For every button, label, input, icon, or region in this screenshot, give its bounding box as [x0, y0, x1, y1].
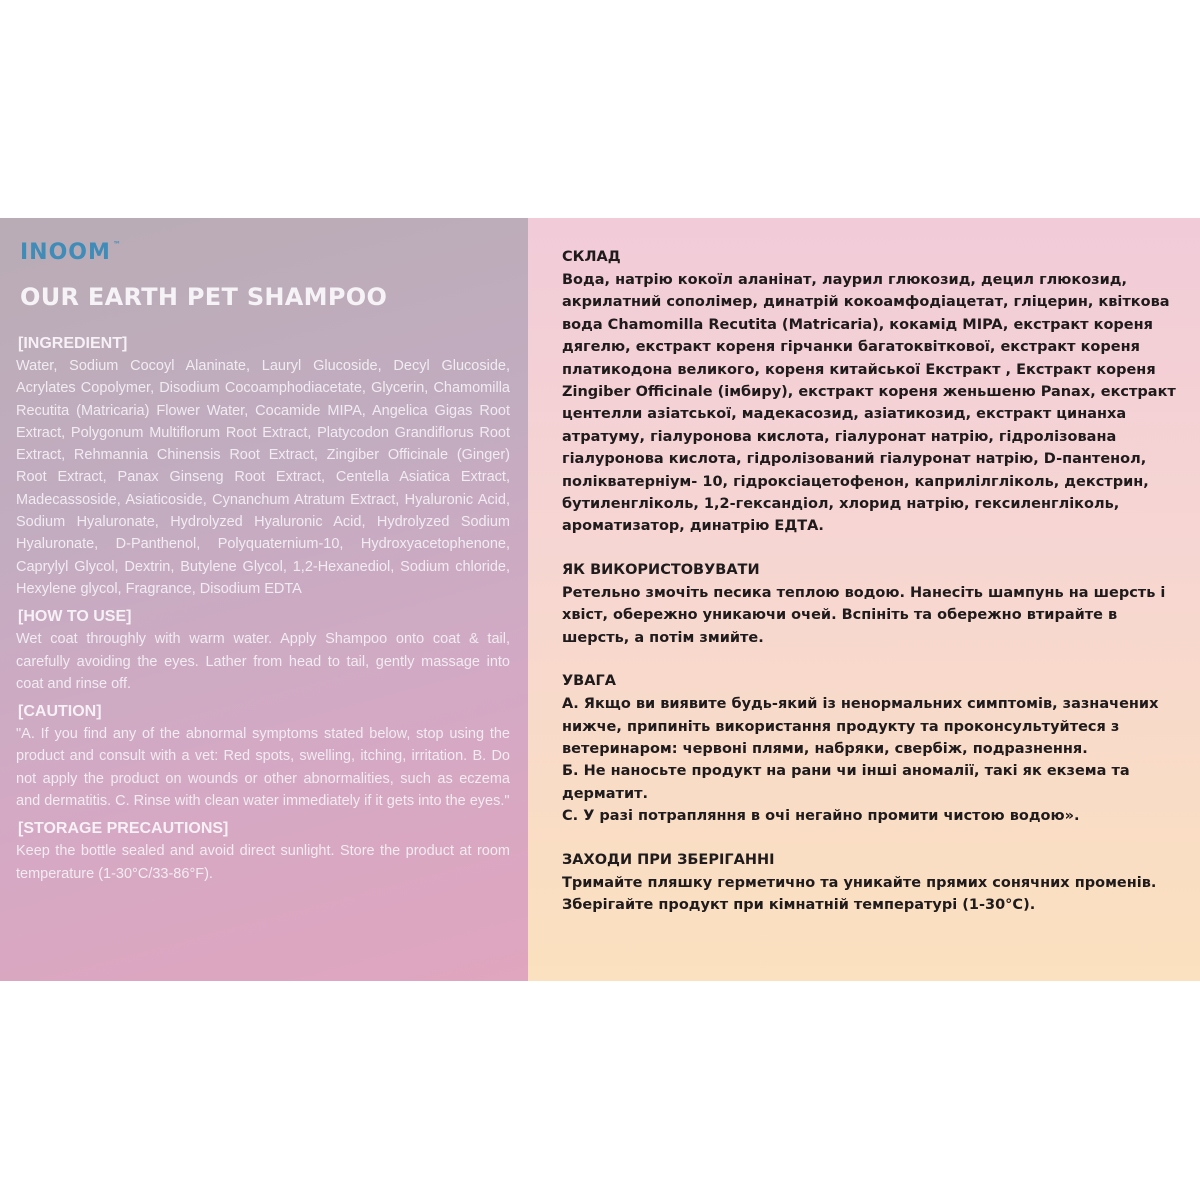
- how-to-use-heading: [HOW TO USE]: [18, 608, 132, 626]
- storage-ua-section: [562, 849, 1180, 917]
- warning-section: [562, 670, 1180, 827]
- caution-section: [14, 703, 510, 812]
- warning-heading: УВАГА: [562, 673, 616, 690]
- warning-item-b: Б. Не наносьте продукт на рани чи інші аномалії, такі як екзема та дерматит.: [562, 763, 1130, 802]
- storage-ua-text: Тримайте пляшку герметично та уникайте прямих сонячних променів. Зберігайте продукт при кімнатній температурі (1-30°C).: [562, 874, 1157, 913]
- usage-section: [562, 559, 1180, 649]
- usage-text: Ретельно змочіть песика теплою водою. Нанесіть шампунь на шерсть і хвіст, обережно уникаючи очей. Вспініть та обережно втирайте в шерсть, а потім змийте.: [562, 584, 1166, 646]
- ingredient-section: [14, 335, 510, 600]
- how-to-use-text: Wet coat throughly with warm water. Apply Shampoo onto coat & tail, carefully avoiding the eyes. Lather from head to tail, gently massage into coat and rinse off.: [16, 631, 510, 692]
- brand-logo: [20, 240, 510, 265]
- trademark-symbol: ™: [112, 240, 122, 249]
- ingredient-text: Water, Sodium Cocoyl Alaninate, Lauryl Glucoside, Decyl Glucoside, Acrylates Copolymer, Disodium Cocoamphodiacetate, Glycerin, Chamomilla Recutita (Matricaria) Flower Water, Cocamide MIPA, Angelica Gigas Root Extract, Polygonum Multiflorum Root Extract, Platycodon Grandiflorus Root Extract, Rehmannia Chinensis Root Extract, Zingiber Officinale (Ginger) Root Extract, Panax Ginseng Root Extract, Centella Asiatica Extract, Madecassoside, Asiaticoside, Cynanchum Atratum Extract, Hyaluronic Acid, Sodium Hyaluronate, Hydrolyzed Hyaluronic Acid, Hydrolyzed Sodium Hyaluronate, D-Panthenol, Polyquaternium-10, Hydroxyacetophenone, Caprylyl Glycol, Dextrin, Butylene Glycol, 1,2-Hexanediol, Sodium chloride, Hexylene glycol, Fragrance, Disodium EDTA: [16, 358, 510, 597]
- product-title: OUR EARTH PET SHAMPOO: [20, 283, 388, 311]
- ukrainian-panel: [528, 218, 1200, 981]
- product-label: [0, 218, 1200, 981]
- caution-heading: [CAUTION]: [18, 703, 102, 721]
- usage-heading: ЯК ВИКОРИСТОВУВАТИ: [562, 561, 760, 578]
- caution-text: "A. If you find any of the abnormal symptoms stated below, stop using the product and consult with a vet: Red spots, swelling, itching, irritation. B. Do not apply the product on wounds or other abnormalities, such as eczema and dermatitis. C. Rinse with clean water immediately if it gets into the eyes.": [16, 726, 510, 810]
- storage-section: [14, 820, 510, 885]
- warning-item-a: А. Якщо ви виявите будь-який із ненормальних симптомів, зазначених нижче, припиніть використання продукту та проконсультуйтеся з ветеринаром: червоні плями, набряки, свербіж, подразнення.: [562, 696, 1159, 757]
- english-panel: [0, 218, 528, 981]
- composition-section: [562, 246, 1180, 538]
- storage-text: Keep the bottle sealed and avoid direct sunlight. Store the product at room temperature (1-30°C/33-86°F).: [16, 843, 510, 882]
- composition-text: Вода, натрію кокоїл аланінат, лаурил глюкозид, децил глюкозид, акрилатний сополімер, динатрій кокоамфодіацетат, гліцерин, квіткова вода Chamomilla Recutita (Matricaria), кокамід MIPA, екстракт кореня дягелю, екстракт кореня гірчанки багатоквіткової, екстракт кореня платикодона великого, кореня китайської Екстракт , Екстракт кореня Zingiber Officinale (імбиру), екстракт кореня женьшеню Panax, екстракт центелли азіатської, мадекасозид, азіатикозид, екстракт цинанха атратуму, гіалуронова кислота, гіалуронат натрію, гідролізована гіалуронова кислота, гідролізований гіалуронат натрію, D-пантенол, полікватерніум- 10, гідроксіацетофенон, каприлілгліколь, декстрин, бутиленгліколь, 1,2-гександіол, хлорид натрію, гексиленгліколь, ароматизатор, динатрію ЕДТА.: [562, 272, 1176, 535]
- ingredient-heading: [INGREDIENT]: [18, 335, 128, 352]
- warning-text: [562, 693, 1180, 827]
- storage-heading: [STORAGE PRECAUTIONS]: [18, 820, 229, 838]
- brand-name: INOOM: [20, 240, 111, 265]
- warning-item-c: С. У разі потрапляння в очі негайно промити чистою водою».: [562, 808, 1080, 825]
- composition-heading: СКЛАД: [562, 249, 621, 265]
- how-to-use-section: [14, 608, 510, 695]
- storage-ua-heading: ЗАХОДИ ПРИ ЗБЕРІГАННІ: [562, 851, 775, 868]
